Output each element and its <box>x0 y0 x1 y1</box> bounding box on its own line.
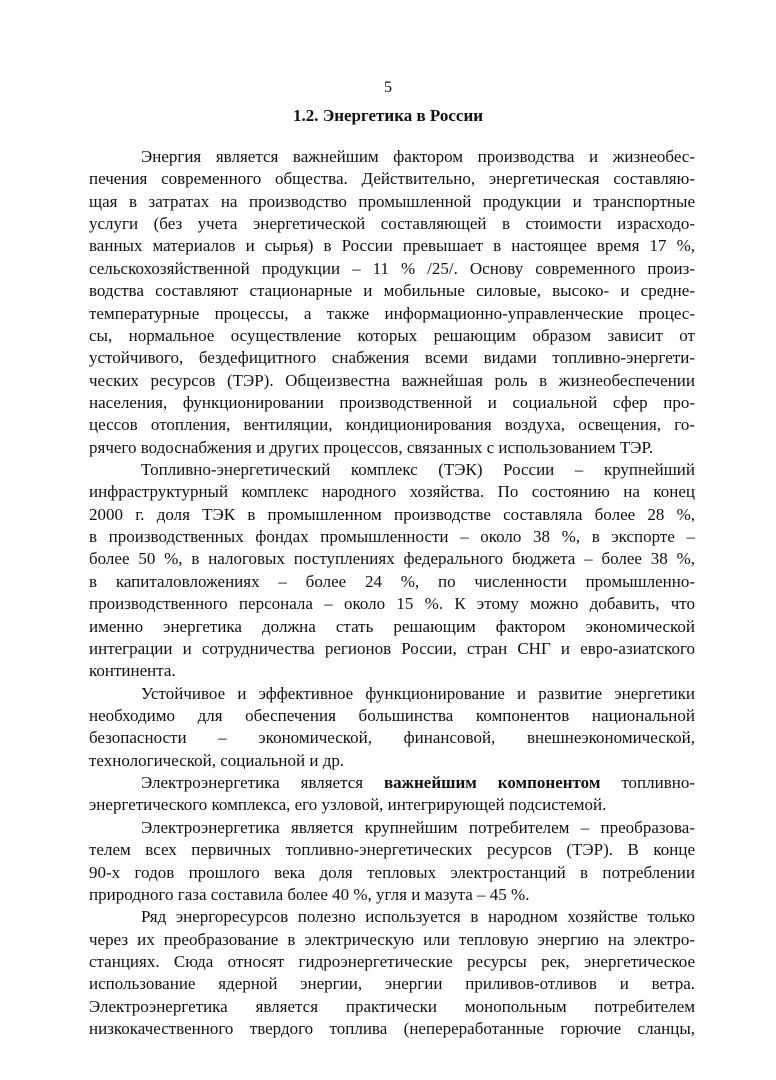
paragraph <box>89 146 695 459</box>
text-line: 90-х годов прошлого века доля тепловых электростанций в потреблении <box>89 862 695 882</box>
text-line: безопасности – экономической, финансовой, внешнеэкономической, <box>89 728 695 748</box>
text-line: Ряд энергоресурсов полезно используется в народном хозяйстве только <box>141 907 695 927</box>
paragraph <box>89 817 695 906</box>
text-line: технологической, социальной и др. <box>89 750 345 770</box>
text-line: ванных материалов и сырья) в России превышает в настоящее время 17 %, <box>89 236 695 256</box>
page-number: 5 <box>384 79 392 96</box>
text-line: Энергия является важнейшим фактором производства и жизнеобес- <box>141 147 695 166</box>
text-line: сельскохозяйственной продукции – 11 % /25/. Основу современного произ- <box>89 258 695 278</box>
text-line: устойчивого, бездефицитного снабжения всеми видами топливно-энергети- <box>89 348 695 368</box>
text-line: низкокачественного твердого топлива (непереработанные горючие сланцы, <box>89 1019 695 1039</box>
text-line: использование ядерной энергии, энергии приливов-отливов и ветра. <box>89 974 695 994</box>
text-line: именно энергетика должна стать решающим фактором экономической <box>89 616 695 636</box>
text-line: щая в затратах на производство промышленной продукции и транспортные <box>89 191 695 211</box>
text-line: необходимо для обеспечения большинства компонентов национальной <box>89 705 695 725</box>
text-line: производственного персонала – около 15 %. К этому можно добавить, что <box>89 594 695 614</box>
text-line: Топливно-энергетический комплекс (ТЭК) России – крупнейший <box>141 460 695 480</box>
paragraph <box>89 683 695 772</box>
text-line: Устойчивое и эффективное функционирование и развитие энергетики <box>141 683 695 703</box>
text-line: рячего водоснабжения и других процессов, связанных с использованием ТЭР. <box>89 437 654 457</box>
text-line: населения, функционировании производственной и социальной сфер про- <box>89 392 695 412</box>
text-run: топливно- <box>600 773 695 793</box>
text-line: водства составляют стационарные и мобильные силовые, высоко- и средне- <box>89 281 695 301</box>
section-heading: 1.2. Энергетика в России <box>292 106 484 125</box>
text-line: станциях. Сюда относят гидроэнергетические ресурсы рек, энергетическое <box>89 951 695 971</box>
text-line: более 50 %, в налоговых поступлениях федерального бюджета – более 38 %, <box>89 549 695 569</box>
text-run: Электроэнергетика является <box>141 773 384 793</box>
paragraph <box>89 459 695 683</box>
text-line: энергетического комплекса, его узловой, интегрирующей подсистемой. <box>89 795 607 815</box>
text-line: инфраструктурный комплекс народного хозяйства. По состоянию на конец <box>89 482 695 502</box>
emphasis-text: важнейшим компонентом <box>384 773 601 793</box>
text-line: ческих ресурсов (ТЭР). Общеизвестна важнейшая роль в жизнеобеспечении <box>89 370 695 390</box>
text-line: в производственных фондах промышленности – около 38 %, в экспорте – <box>89 527 695 547</box>
text-line: интеграции и сотрудничества регионов России, стран СНГ и евро-азиатского <box>89 638 695 658</box>
text-line: телем всех первичных топливно-энергетических ресурсов (ТЭР). В конце <box>89 840 695 860</box>
text-line: цессов отопления, вентиляции, кондиционирования воздуха, освещения, го- <box>89 415 695 435</box>
text-line: температурные процессы, а также информационно-управленческие процес- <box>89 303 695 323</box>
text-line <box>89 772 695 794</box>
text-line: печения современного общества. Действительно, энергетическая составляю- <box>89 169 695 189</box>
text-line: природного газа составила более 40 %, угля и мазута – 45 %. <box>89 884 530 904</box>
text-line: услуги (без учета энергетической составляющей в стоимости израсходо- <box>89 214 695 234</box>
paragraph <box>89 772 695 817</box>
body-text <box>89 146 695 1040</box>
paragraph <box>89 906 695 1040</box>
text-line: сы, нормальное осуществление которых решающим образом зависит от <box>89 325 695 345</box>
text-line: Электроэнергетика является крупнейшим потребителем – преобразова- <box>141 817 695 837</box>
text-line: через их преобразование в электрическую или тепловую энергию на электро- <box>89 929 695 949</box>
text-line: в капиталовложениях – более 24 %, по численности промышленно- <box>89 571 695 591</box>
text-line: Электроэнергетика является практически монопольным потребителем <box>89 996 695 1016</box>
text-line: континента. <box>89 661 176 681</box>
text-line: 2000 г. доля ТЭК в промышленном производстве составляла более 28 %, <box>89 504 695 524</box>
